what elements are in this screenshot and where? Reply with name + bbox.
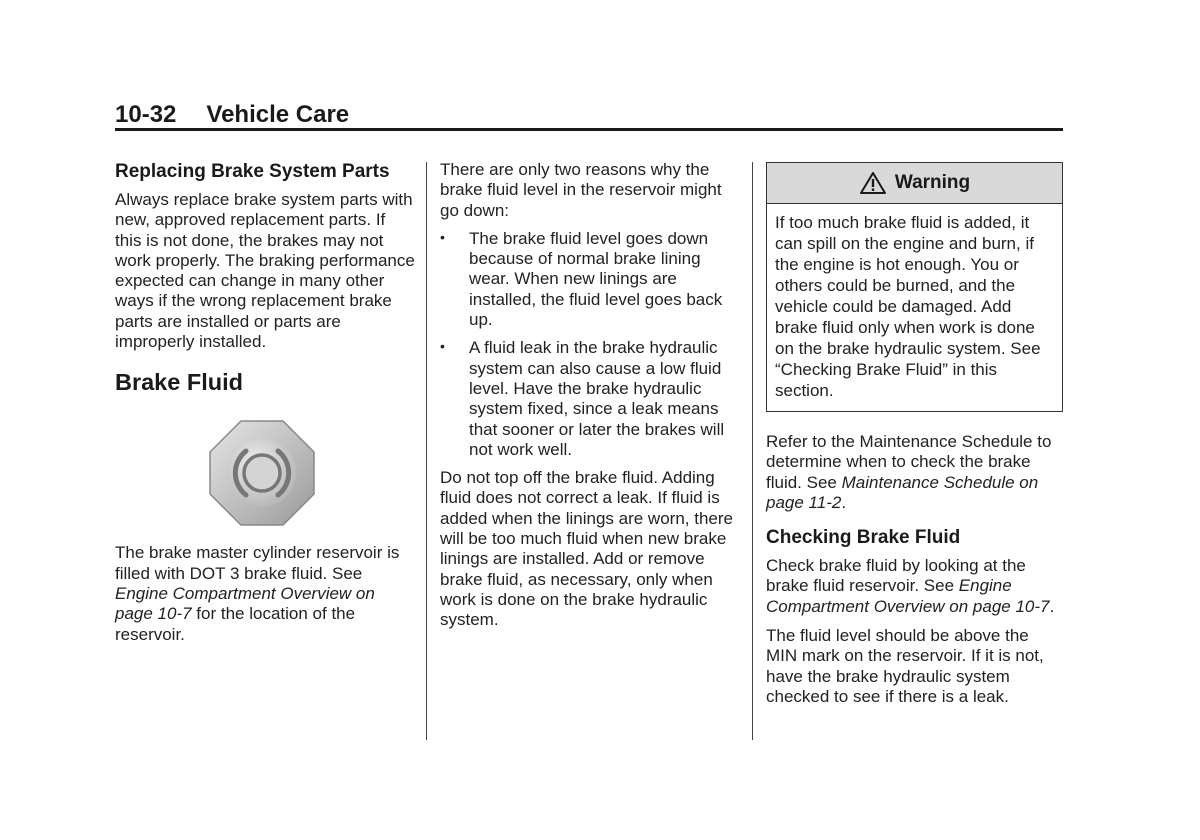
column-middle	[440, 160, 740, 631]
reasons-intro: There are only two reasons why the brake fluid level in the reservoir might go down:	[440, 160, 722, 220]
column-divider	[752, 162, 753, 740]
warning-triangle-icon	[859, 171, 887, 195]
brake-fluid-heading: Brake Fluid	[115, 369, 243, 396]
cross-reference-link[interactable]: Engine Compartment Overview on page 10-7	[115, 583, 375, 624]
cross-reference-link[interactable]: Engine Compartment Overview on page 10-7	[766, 576, 1050, 616]
warning-title: Warning	[894, 171, 971, 193]
warning-header	[767, 163, 1062, 204]
warning-box	[766, 162, 1063, 412]
brake-fluid-paragraph: The brake master cylinder reservoir is filled with DOT 3 brake fluid. See Engine Compartment Overview on page 10-7 for the location of the reservoir.	[115, 543, 400, 644]
column-right	[766, 160, 1063, 707]
section-title: Vehicle Care	[206, 101, 350, 128]
fluid-level-paragraph: The fluid level should be above the MIN mark on the reservoir. If it is not, have the brake hydraulic system checked to see if there is a leak.	[766, 626, 1044, 706]
replacing-parts-paragraph: Always replace brake system parts with new, approved replacement parts. If this is not done, the brakes may not work properly. The braking performance expected can change in many other ways if the wrong replacement brake parts are installed or parts are improperly installed.	[115, 190, 415, 352]
replacing-parts-heading: Replacing Brake System Parts	[115, 161, 390, 182]
header-rule	[115, 128, 1063, 131]
cross-reference-link[interactable]: Maintenance Schedule on page 11-2	[766, 472, 1039, 512]
list-item: • A fluid leak in the brake hydraulic system can also cause a low fluid level. Have the brake hydraulic system fixed, since a leak means that sooner or later the brakes will not work well.	[440, 338, 725, 459]
page-header	[115, 101, 1063, 129]
list-item: • The brake fluid level goes down because of normal brake lining wear. When new linings are installed, the fluid level goes back up.	[440, 228, 723, 330]
column-left	[115, 160, 415, 645]
top-off-paragraph: Do not top off the brake fluid. Adding fluid does not correct a leak. If fluid is added when the linings are worn, there will be too much fluid when new brake linings are installed. Add or remove brake fluid, as necessary, only when work is done on the brake hydraulic system.	[440, 468, 733, 630]
maintenance-paragraph: Refer to the Maintenance Schedule to determine when to check the brake fluid. See Maintenance Schedule on page 11-2.	[766, 432, 1052, 512]
checking-brake-fluid-heading: Checking Brake Fluid	[766, 527, 961, 549]
column-divider	[426, 162, 427, 740]
brake-fluid-reservoir-icon	[208, 419, 316, 527]
checking-paragraph: Check brake fluid by looking at the brake fluid reservoir. See Engine Compartment Overview on page 10-7.	[766, 556, 1055, 616]
reasons-list	[440, 229, 740, 460]
page-number: 10-32	[115, 101, 177, 128]
warning-text: If too much brake fluid is added, it can spill on the engine and burn, if the engine is hot enough. You or others could be burned, and the vehicle could be damaged. Add brake fluid only when work is done on the brake hydraulic system. See “Checking Brake Fluid” in this section.	[775, 213, 1041, 400]
header-text	[115, 101, 1063, 129]
